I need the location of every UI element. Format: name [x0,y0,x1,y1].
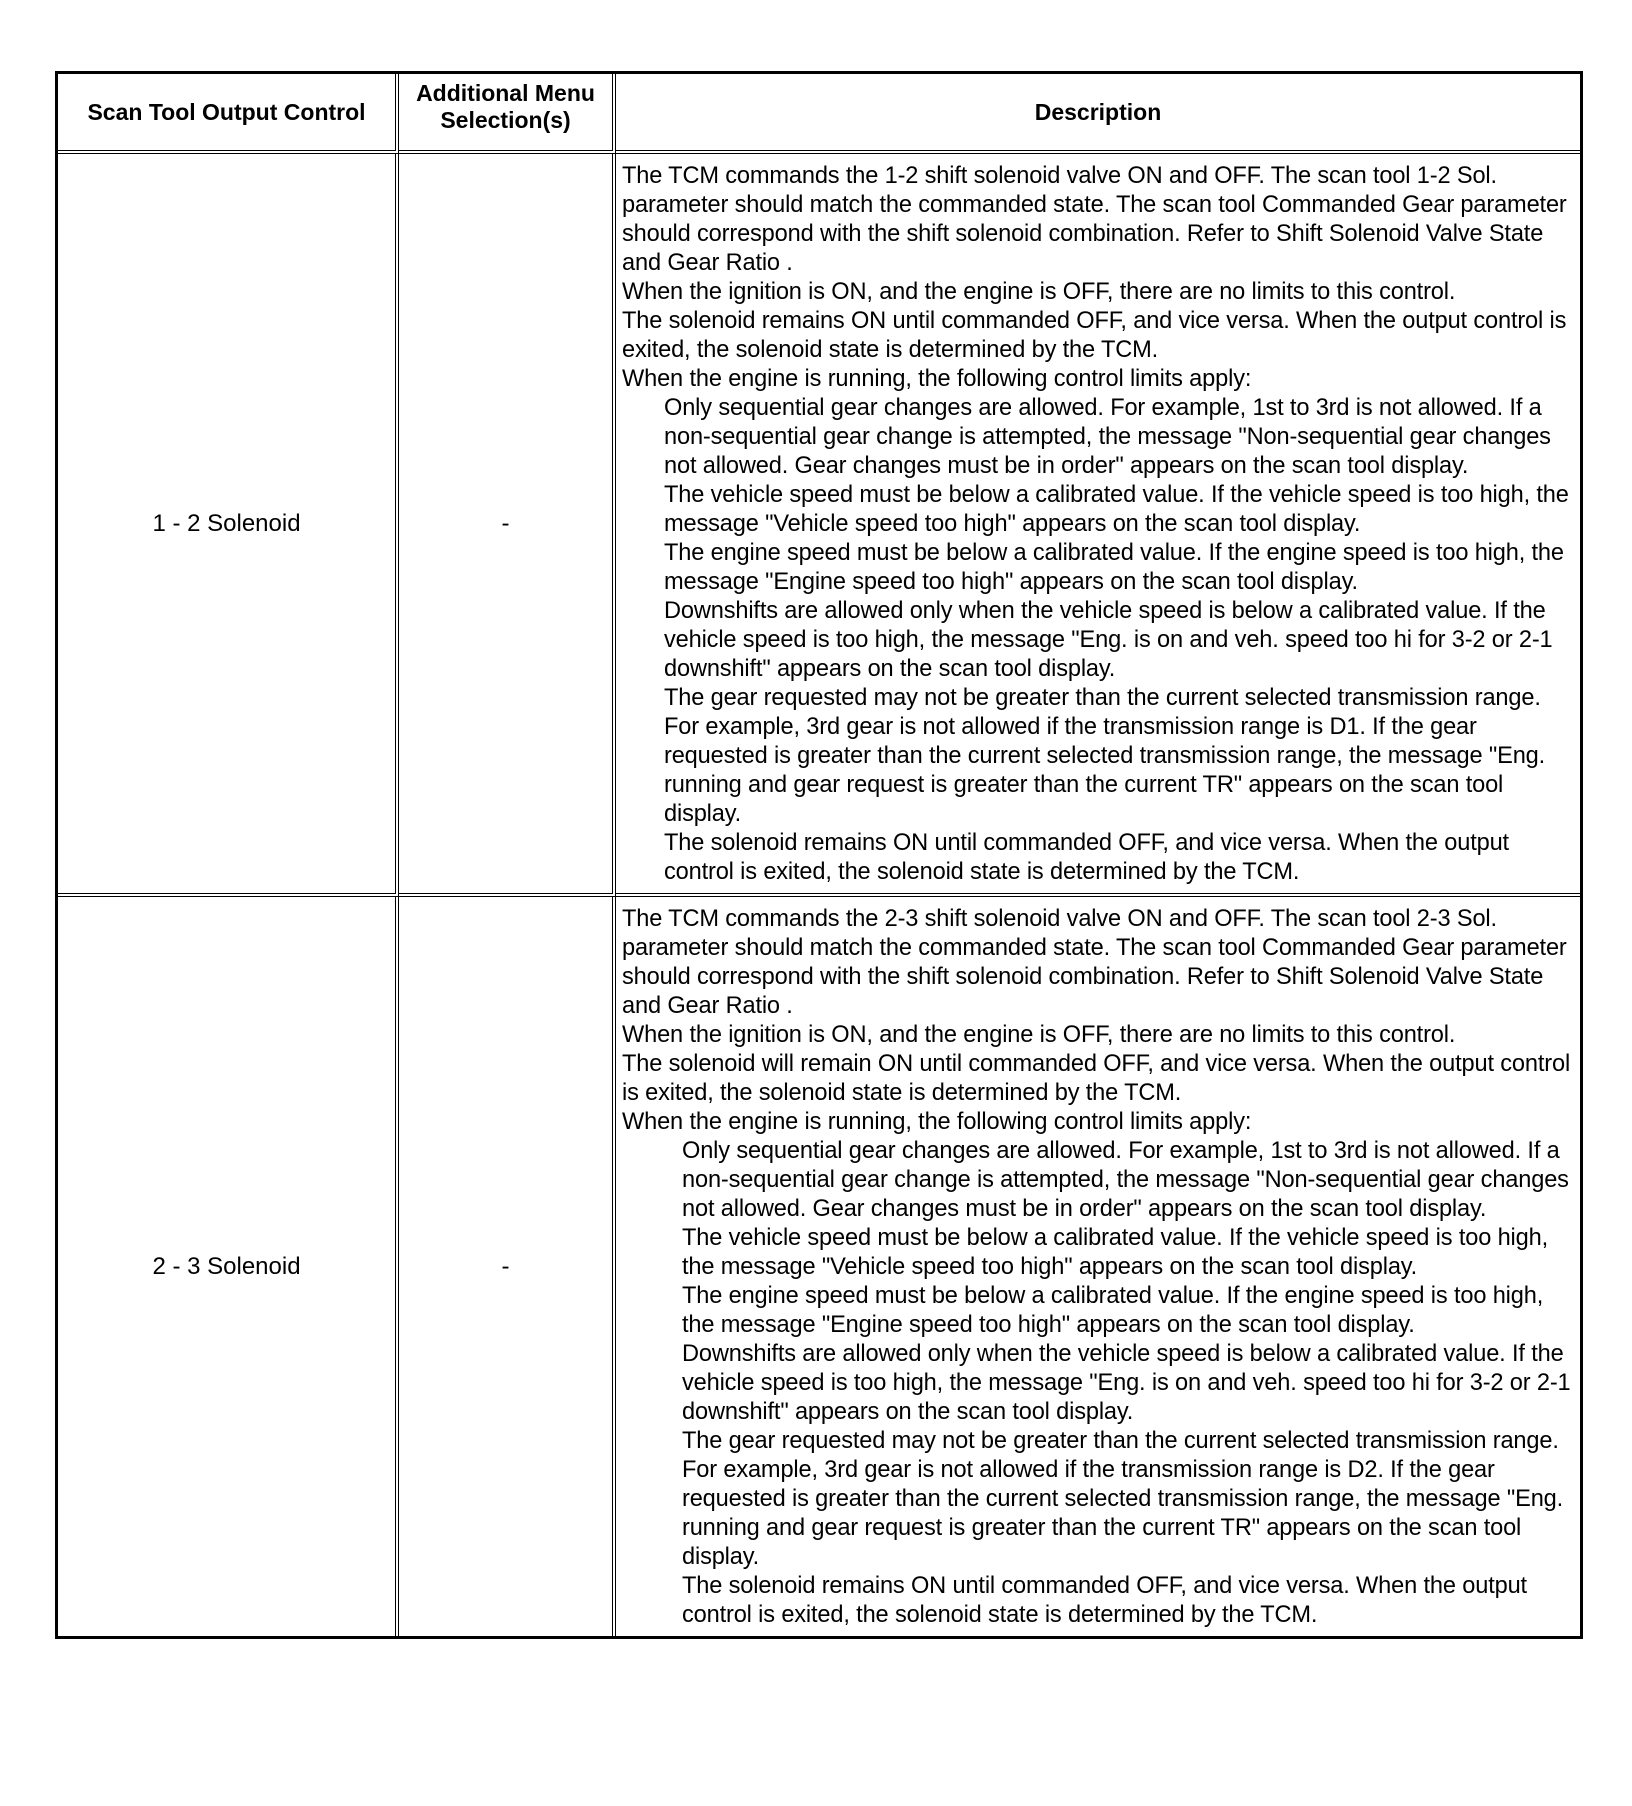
description-paragraph: The solenoid will remain ON until commanded OFF, and vice versa. When the output control is exited, the solenoid state is determined by the TCM. [622,1051,1571,1106]
control-limit-item: The engine speed must be below a calibrated value. If the engine speed is too high, the message "Engine speed too high" appears on the scan tool display. [664,540,1564,595]
table-header-row [58,74,1580,154]
control-limit-item: The vehicle speed must be below a calibrated value. If the vehicle speed is too high, the message "Vehicle speed too high" appears on the scan tool display. [682,1225,1548,1280]
header-additional-menu-selections [399,74,616,154]
control-limits-list [622,1137,1576,1630]
control-limit-item: The gear requested may not be greater than the current selected transmission range. For example, 3rd gear is not allowed if the transmission range is D1. If the gear requested is greater than the current selected transmission range, the message "Eng. running and gear request is greater than the current TR" appears on the scan tool display. [664,685,1546,827]
row-menu-selection: - [399,897,616,1636]
control-limit-item: Only sequential gear changes are allowed. For example, 1st to 3rd is not allowed. If a non-sequential gear change is attempted, the message "Non-sequential gear changes not allowed. Gear changes must be in order" appears on the scan tool display. [664,395,1551,479]
header-additional-menu-line1: Additional Menu [416,80,595,106]
description-paragraph: The TCM commands the 1-2 shift solenoid valve ON and OFF. The scan tool 1-2 Sol. parameter should match the commanded state. The scan tool Commanded Gear parameter should correspond with the shift solenoid combination. Refer to Shift Solenoid Valve State and Gear Ratio . [622,163,1567,276]
header-scan-tool-output-control: Scan Tool Output Control [58,74,399,154]
control-limit-item: The engine speed must be below a calibrated value. If the engine speed is too high, the message "Engine speed too high" appears on the scan tool display. [682,1283,1544,1338]
control-limit-item: The vehicle speed must be below a calibrated value. If the vehicle speed is too high, the message "Vehicle speed too high" appears on the scan tool display. [664,482,1569,537]
header-description: Description [616,74,1580,154]
output-control-table [55,71,1583,1639]
description-paragraph: The solenoid remains ON until commanded OFF, and vice versa. When the output control is exited, the solenoid state is determined by the TCM. [622,308,1567,363]
control-limit-item: The solenoid remains ON until commanded OFF, and vice versa. When the output control is exited, the solenoid state is determined by the TCM. [664,830,1509,885]
row-control-1-2-solenoid: 1 - 2 Solenoid [58,154,399,897]
description-paragraph: When the ignition is ON, and the engine is OFF, there are no limits to this control. [622,279,1456,305]
description-paragraph: When the engine is running, the following control limits apply: [622,366,1252,392]
description-paragraph: When the ignition is ON, and the engine is OFF, there are no limits to this control. [622,1022,1456,1048]
control-limit-item: Only sequential gear changes are allowed. For example, 1st to 3rd is not allowed. If a non-sequential gear change is attempted, the message "Non-sequential gear changes not allowed. Gear changes must be in order" appears on the scan tool display. [682,1138,1569,1222]
control-limits-list [622,394,1576,887]
control-limit-item: The solenoid remains ON until commanded OFF, and vice versa. When the output control is exited, the solenoid state is determined by the TCM. [682,1573,1527,1628]
row-menu-selection: - [399,154,616,897]
row-control-2-3-solenoid: 2 - 3 Solenoid [58,897,399,1636]
description-paragraph: When the engine is running, the following control limits apply: [622,1109,1252,1135]
row-description-1-2-solenoid [616,154,1580,897]
table-row [58,897,1580,1636]
row-description-2-3-solenoid [616,897,1580,1636]
header-additional-menu-line2: Selection(s) [440,107,571,133]
description-paragraph: The TCM commands the 2-3 shift solenoid valve ON and OFF. The scan tool 2-3 Sol. parameter should match the commanded state. The scan tool Commanded Gear parameter should correspond with the shift solenoid combination. Refer to Shift Solenoid Valve State and Gear Ratio . [622,906,1567,1019]
control-limit-item: Downshifts are allowed only when the vehicle speed is below a calibrated value. If the vehicle speed is too high, the message "Eng. is on and veh. speed too hi for 3-2 or 2-1 downshift" appears on the scan tool display. [664,598,1553,682]
control-limit-item: The gear requested may not be greater than the current selected transmission range. For example, 3rd gear is not allowed if the transmission range is D2. If the gear requested is greater than the current selected transmission range, the message "Eng. running and gear request is greater than the current TR" appears on the scan tool display. [682,1428,1564,1570]
table-row [58,154,1580,897]
control-limit-item: Downshifts are allowed only when the vehicle speed is below a calibrated value. If the vehicle speed is too high, the message "Eng. is on and veh. speed too hi for 3-2 or 2-1 downshift" appears on the scan tool display. [682,1341,1571,1425]
